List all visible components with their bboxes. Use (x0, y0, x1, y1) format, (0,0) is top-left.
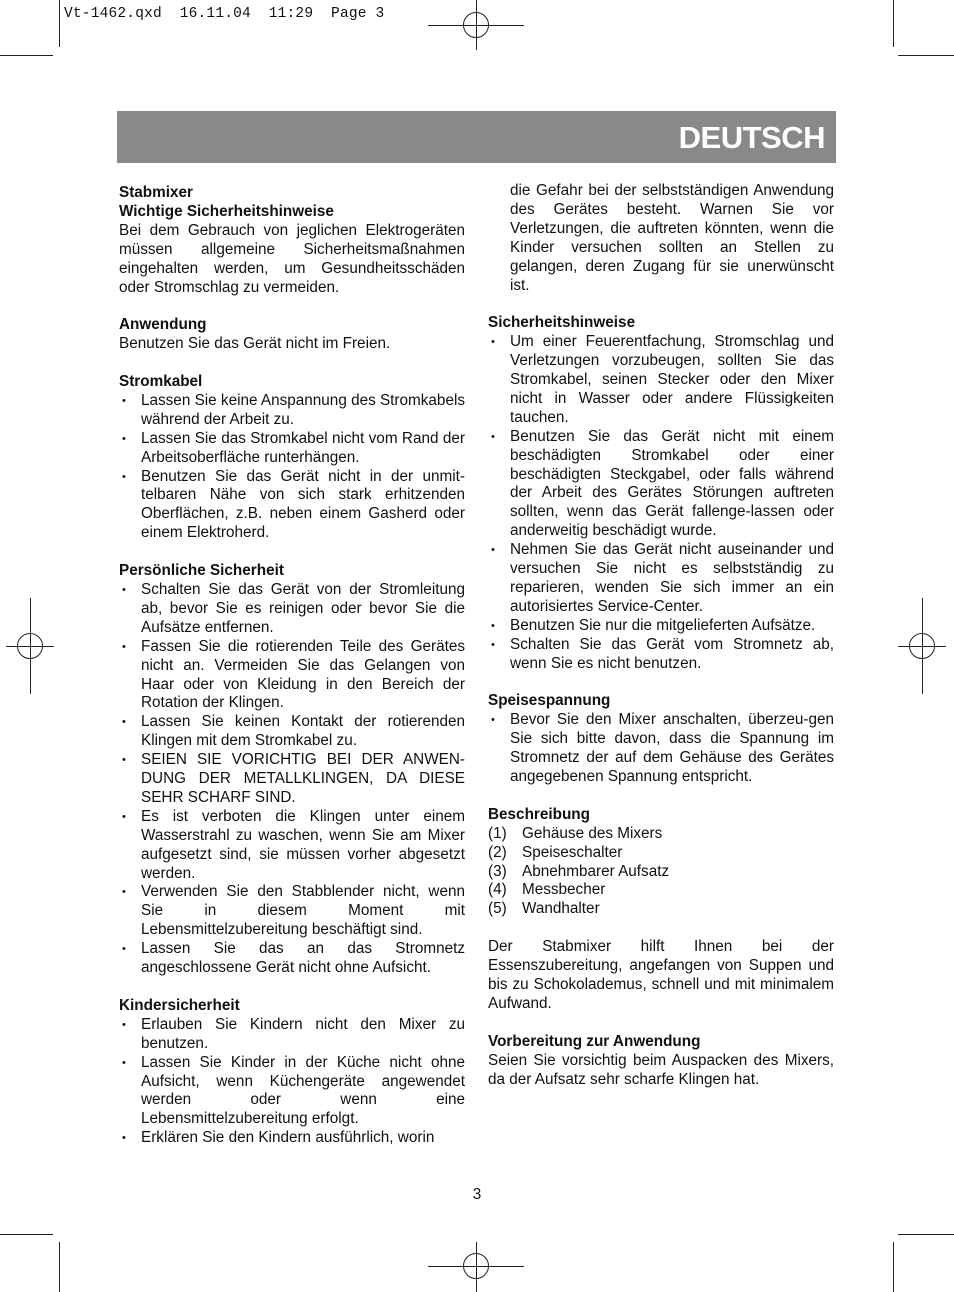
anwendung-text: Benutzen Sie das Gerät nicht im Freien. (119, 335, 391, 353)
list-item (488, 844, 834, 863)
beschreibung-list (488, 825, 834, 920)
speisespannung-list (488, 711, 834, 787)
list-item (488, 825, 834, 844)
stromkabel-list (119, 392, 465, 543)
crop-mark (893, 1242, 894, 1292)
list-item: • SEIEN SIE VORICHTIG BEI DER ANWEN-DUNG DER METALLKLINGEN, DA DIESE SEHR SCHARF SIND. (119, 751, 465, 808)
language-banner (117, 111, 836, 163)
vorbereitung-text: Seien Sie vorsichtig beim Auspacken des Mixers, da der Aufsatz sehr scharfe Klingen hat. (488, 1051, 834, 1088)
list-item: • Es ist verboten die Klingen unter einem Wasserstrahl zu waschen, wenn Sie am Mixer aufgesetzt sind, sie müssen vorher abgesetzt werden. (119, 808, 465, 884)
item-number: (5) (488, 900, 507, 918)
persoenliche-sicherheit-list (119, 581, 465, 978)
document-subtitle: Wichtige Sicherheitshinweise (119, 202, 334, 220)
item-text: Abnehmbarer Aufsatz (522, 862, 670, 880)
list-item (488, 900, 834, 919)
item-text: Gehäuse des Mixers (522, 824, 663, 842)
list-item: • Schalten Sie das Gerät von der Stromleitung ab, bevor Sie es reinigen oder bevor Sie die Aufsätze entfernen. (119, 581, 465, 638)
list-item: • Benutzen Sie nur die mitgelieferten Aufsätze. (488, 617, 834, 636)
list-item: • Erlauben Sie Kindern nicht den Mixer zu benutzen. (119, 1016, 465, 1054)
section-heading-persoenliche-sicherheit: Persönliche Sicherheit (119, 562, 284, 580)
item-text: Wandhalter (522, 900, 600, 918)
print-slug: Vt-1462.qxd 16.11.04 11:29 Page 3 (64, 6, 385, 22)
section-heading-beschreibung: Beschreibung (488, 805, 590, 823)
kindersicherheit-continued: die Gefahr bei der selbstständigen Anwendung des Gerätes besteht. Warnen Sie vor Verletzungen, die auftreten könnten, wenn die Kinder versuchen sollten an Stellen zu gelangen, deren Zugang für sie unerwünscht ist. (510, 182, 834, 294)
intro-paragraph: Bei dem Gebrauch von jeglichen Elektrogeräten müssen allgemeine Sicherheitsmaßnahmen eingehalten werden, um Gesundheitsschäden oder Stromschlag zu vermeiden. (119, 221, 465, 296)
section-heading-speisespannung: Speisespannung (488, 692, 611, 710)
crop-mark (0, 55, 53, 56)
list-item: • Bevor Sie den Mixer anschalten, überzeu-gen Sie sich bitte davon, dass die Spannung im Stromnetz der auf dem Gehäuse des Gerätes angegebenen Spannung entspricht. (488, 711, 834, 787)
item-number: (3) (488, 862, 507, 880)
crop-mark (898, 55, 954, 56)
document-title: Stabmixer (119, 184, 193, 201)
section-heading-kindersicherheit: Kindersicherheit (119, 996, 240, 1014)
crop-mark (893, 0, 894, 47)
crop-mark (59, 1242, 60, 1292)
language-title: DEUTSCH (678, 120, 825, 155)
right-column (488, 182, 834, 1089)
section-heading-vorbereitung: Vorbereitung zur Anwendung (488, 1032, 701, 1050)
list-item: • Erklären Sie den Kindern ausführlich, worin (119, 1129, 465, 1148)
kindersicherheit-list (119, 1016, 465, 1148)
crop-mark (0, 1234, 53, 1235)
item-text: Speiseschalter (522, 843, 623, 861)
item-number: (4) (488, 881, 507, 899)
list-item: • Lassen Sie keinen Kontakt der rotierenden Klingen mit dem Stromkabel zu. (119, 713, 465, 751)
list-item: • Benutzen Sie das Gerät nicht in der unmit-telbaren Nähe von sich stark erhitzenden Oberflächen, z.B. neben einem Gasherd oder einem Elektroherd. (119, 468, 465, 544)
section-heading-anwendung: Anwendung (119, 316, 207, 334)
list-item: • Lassen Sie keine Anspannung des Stromkabels während der Arbeit zu. (119, 392, 465, 430)
list-item: • Benutzen Sie das Gerät nicht mit einem beschädigten Stromkabel oder einer beschädigten Steckgabel, oder falls während der Arbeit des Gerätes Störungen auftreten sollten, wenn das Gerät fallenge-lassen oder anderweitig beschädigt wurde. (488, 428, 834, 541)
list-item: • Lassen Sie das an das Stromnetz angeschlossene Gerät nicht ohne Aufsicht. (119, 940, 465, 978)
item-number: (2) (488, 843, 507, 861)
item-text: Messbecher (522, 881, 606, 899)
list-item: • Nehmen Sie das Gerät nicht auseinander und versuchen Sie nicht es selbstständig zu reparieren, wenden Sie sich immer an ein autorisiertes Service-Center. (488, 541, 834, 617)
left-column (119, 184, 465, 1148)
section-heading-sicherheitshinweise: Sicherheitshinweise (488, 314, 636, 332)
list-item: • Lassen Sie das Stromkabel nicht vom Rand der Arbeitsoberfläche runterhängen. (119, 430, 465, 468)
list-item: • Fassen Sie die rotierenden Teile des Gerätes nicht an. Vermeiden Sie das Gelangen von Haar oder von Kleidung in den Bereich der Rotation der Klingen. (119, 638, 465, 714)
crop-mark (59, 0, 60, 47)
list-item (488, 881, 834, 900)
list-item: • Um einer Feuerentfachung, Stromschlag und Verletzungen vorzubeugen, sollten Sie das Stromkabel, seinen Stecker oder den Mixer nicht in Wasser oder andere Flüssigkeiten tauchen. (488, 333, 834, 428)
list-item: • Schalten Sie das Gerät vom Stromnetz ab, wenn Sie es nicht benutzen. (488, 636, 834, 674)
item-number: (1) (488, 824, 507, 842)
page-number: 3 (472, 1186, 482, 1203)
list-item: • Verwenden Sie den Stabblender nicht, wenn Sie in diesem Moment mit Lebensmittelzubereitung beschäftigt sind. (119, 883, 465, 940)
sicherheitshinweise-list (488, 333, 834, 673)
list-item: • Lassen Sie Kinder in der Küche nicht ohne Aufsicht, wenn Küchengeräte angewendet werden oder wenn eine Lebensmittelzubereitung erfolgt. (119, 1054, 465, 1130)
list-item (488, 863, 834, 882)
beschreibung-text: Der Stabmixer hilft Ihnen bei der Essenszubereitung, angefangen von Suppen und bis zu Schokolademus, schnell und mit minimalem Aufwand. (488, 938, 834, 1012)
crop-mark (898, 1234, 954, 1235)
section-heading-stromkabel: Stromkabel (119, 373, 203, 391)
